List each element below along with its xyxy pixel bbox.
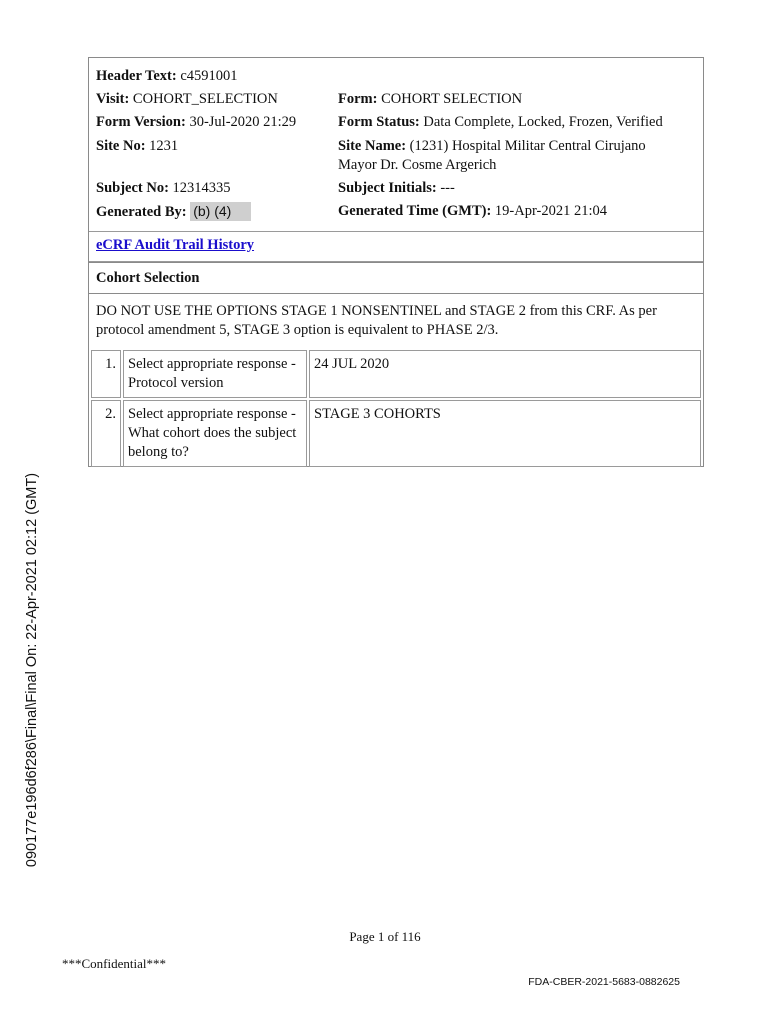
subject-no-field: Subject No: 12314335 [96, 180, 231, 196]
table-row [91, 350, 701, 398]
audit-trail-link[interactable]: eCRF Audit Trail History [96, 237, 255, 253]
form-header [89, 58, 703, 232]
form-version-field: Form Version: 30-Jul-2020 21:29 [96, 114, 297, 130]
document-id: FDA-CBER-2021-5683-0882625 [528, 976, 680, 988]
section-title-bar [89, 262, 703, 294]
section-instruction: DO NOT USE THE OPTIONS STAGE 1 NONSENTINEL and STAGE 2 from this CRF. As per protocol amendment 5, STAGE 3 option is equivalent to PHASE 2/3. [96, 303, 657, 338]
generated-time-field: Generated Time (GMT): 19-Apr-2021 21:04 [338, 203, 607, 219]
site-name-line2: Mayor Dr. Cosme Argerich [338, 157, 497, 173]
subject-initials-field: Subject Initials: --- [338, 180, 455, 196]
table-row [91, 400, 701, 467]
question-text: Select appropriate response - What cohort does the subject belong to? [123, 400, 307, 467]
site-no-field: Site No: 1231 [96, 138, 179, 154]
section-title: Cohort Selection [96, 270, 200, 286]
site-name-field: Site Name: (1231) Hospital Militar Central Cirujano [338, 138, 646, 154]
question-number: 2. [91, 400, 121, 467]
question-answer: STAGE 3 COHORTS [309, 400, 701, 467]
generated-by-field: Generated By: (b) (4) [96, 202, 251, 222]
question-text: Select appropriate response - Protocol version [123, 350, 307, 398]
confidential-label: ***Confidential*** [62, 956, 166, 971]
crf-form [88, 57, 704, 467]
audit-trail-row [89, 231, 703, 262]
side-stamp: 090177e196d6f286\Final\Final On: 22-Apr-2021 02:12 (GMT) [24, 472, 40, 868]
form-status-field: Form Status: Data Complete, Locked, Frozen, Verified [338, 114, 663, 130]
redaction-box: (b) (4) [190, 202, 251, 221]
header-text-field: Header Text: c4591001 [96, 68, 238, 84]
question-number: 1. [91, 350, 121, 398]
form-field: Form: COHORT SELECTION [338, 91, 523, 107]
visit-field: Visit: COHORT_SELECTION [96, 91, 278, 107]
page-number: Page 1 of 116 [349, 929, 421, 944]
questions-table [89, 348, 703, 469]
question-answer: 24 JUL 2020 [309, 350, 701, 398]
cohort-section [89, 262, 703, 468]
